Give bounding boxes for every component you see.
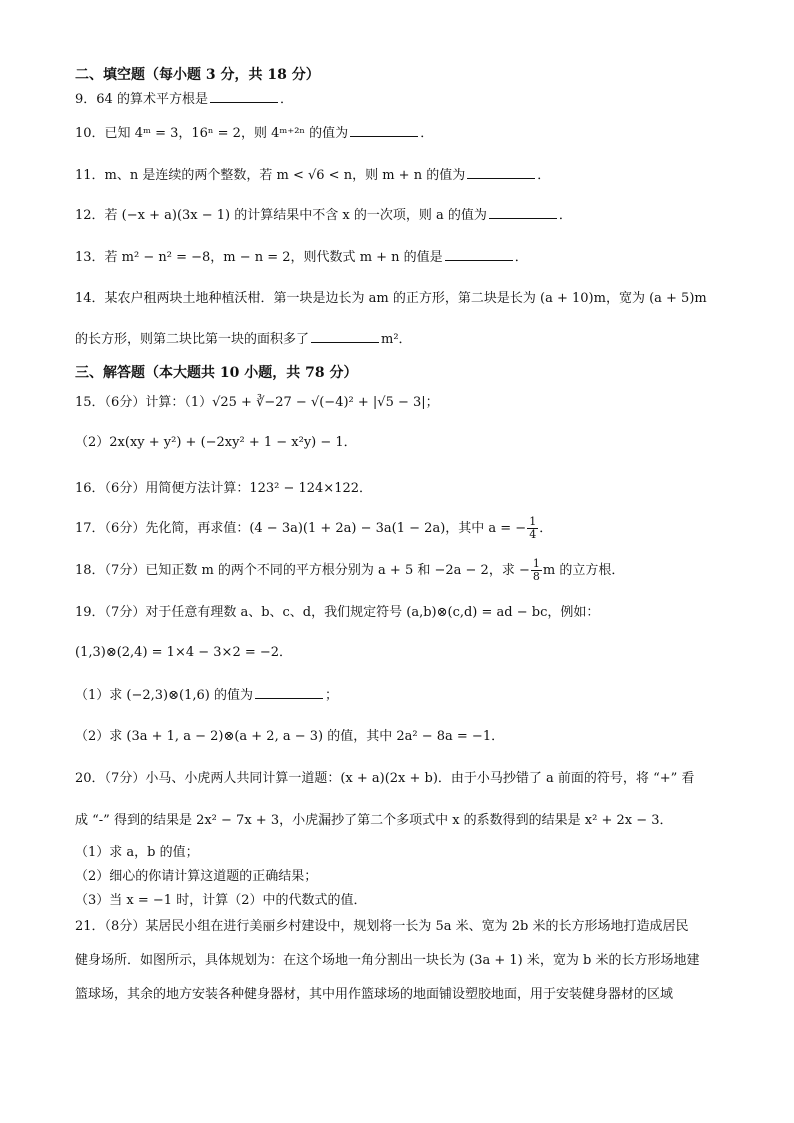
answer-blank <box>311 330 379 343</box>
question-12 <box>75 206 572 225</box>
q11-end: ． <box>537 168 551 183</box>
q12-end: ． <box>558 208 572 223</box>
fraction-numerator: 1 <box>532 557 540 570</box>
answer-blank <box>489 206 557 219</box>
fraction-denominator: 8 <box>532 570 540 584</box>
q10-end: ． <box>420 126 434 141</box>
question-20-line-1: 20．（7分）小马、小虎两人共同计算一道题：(x + a)(2x + b)．由于小马抄错了 a 前面的符号，将 “+” 看 <box>75 771 695 786</box>
question-15-part-1: 15．（6分）计算：（1）√25 + ∛−27 − √(−4)² + |√5 − 3|； <box>75 395 439 410</box>
answer-blank <box>255 686 323 699</box>
question-15-part-2: （2）2x(xy + y²) + (−2xy² + 1 − x²y) − 1． <box>75 435 357 450</box>
q18-text: 18．（7分）已知正数 m 的两个不同的平方根分别为 a + 5 和 −2a − 2，求 − <box>75 563 530 579</box>
question-19-part-1 <box>75 686 338 705</box>
q10-text: 10．已知 <box>75 126 131 141</box>
q10-text-b: 的值为 <box>309 126 349 141</box>
answer-blank <box>445 248 513 261</box>
q11-text: m、n 是连续的两个整数，若 m < √6 < n，则 m + n 的值为 <box>104 168 466 183</box>
q9-text: 9．64 的算术平方根是 <box>75 92 208 107</box>
q13-end: ． <box>514 250 528 265</box>
q11-num: 11． <box>75 168 105 183</box>
q9-end: ． <box>279 92 293 107</box>
question-20-part-3: （3）当 x = −1 时，计算（2）中的代数式的值． <box>75 893 367 908</box>
answer-blank <box>467 166 535 179</box>
q19-part1-text: （1）求 (−2,3)⊗(1,6) 的值为 <box>75 688 253 703</box>
question-18 <box>75 558 624 583</box>
answer-blank <box>350 124 418 137</box>
question-19-example: (1,3)⊗(2,4) = 1×4 − 3×2 = −2． <box>75 645 293 660</box>
question-20-line-2: 成 “-” 得到的结果是 2x² − 7x + 3，小虎漏抄了第二个多项式中 x 的系数得到的结果是 x² + 2x − 3． <box>75 813 673 828</box>
q17-text: 17．（6分）先化简，再求值：(4 − 3a)(1 + 2a) − 3a(1 − 2a)，其中 a = − <box>75 521 527 537</box>
fraction <box>531 558 542 583</box>
question-16: 16．（6分）用简便方法计算：123² − 124×122． <box>75 481 373 496</box>
question-13 <box>75 248 528 267</box>
fraction-denominator: 4 <box>529 528 537 542</box>
question-20-part-2: （2）细心的你请计算这道题的正确结果； <box>75 869 318 884</box>
question-20-part-1: （1）求 a，b 的值； <box>75 845 199 860</box>
question-21-line-3: 篮球场，其余的地方安装各种健身器材，其中用作篮球场的地面铺设塑胶地面，用于安装健身器材的区域 <box>75 987 674 1002</box>
q14-unit: m²． <box>381 332 412 347</box>
question-17 <box>75 516 552 541</box>
q14-text: 的长方形，则第二块比第一块的面积多了 <box>75 332 310 347</box>
question-9 <box>75 90 293 109</box>
question-19-part-2: （2）求 (3a + 1, a − 2)⊗(a + 2, a − 3) 的值，其中 2a² − 8a = −1． <box>75 729 505 744</box>
question-21-line-1: 21．（8分）某居民小组在进行美丽乡村建设中，规划将一长为 5a 米、宽为 2b 米的长方形场地打造成居民 <box>75 919 689 934</box>
q18-end: m 的立方根． <box>542 563 625 579</box>
q10-expr: 4ᵐ = 3，16ⁿ = 2，则 4ᵐ⁺²ⁿ <box>134 126 306 141</box>
fraction <box>527 516 538 541</box>
question-10 <box>75 124 433 143</box>
answer-blank <box>210 90 278 103</box>
section-2-title: 二、填空题（每小题 3 分，共 18 分） <box>75 67 320 83</box>
q19-part1-end: ； <box>324 688 338 703</box>
question-14-line-2 <box>75 330 412 349</box>
q17-end: ． <box>539 521 553 537</box>
section-3-title: 三、解答题（本大题共 10 小题，共 78 分） <box>75 365 358 381</box>
q12-text: 12．若 (−x + a)(3x − 1) 的计算结果中不含 x 的一次项，则 a 的值为 <box>75 208 487 223</box>
question-19-line-1: 19．（7分）对于任意有理数 a、b、c、d，我们规定符号 (a,b)⊗(c,d) = ad − bc，例如： <box>75 605 600 620</box>
fraction-numerator: 1 <box>529 515 537 528</box>
question-21-line-2: 健身场所．如图所示，具体规划为：在这个场地一角分割出一块长为 (3a + 1) 米，宽为 b 米的长方形场地建 <box>75 953 700 968</box>
q13-text: 13．若 m² − n² = −8，m − n = 2，则代数式 m + n 的值是 <box>75 250 443 265</box>
question-14-line-1: 14．某农户租两块土地种植沃柑．第一块是边长为 am 的正方形，第二块是长为 (a + 10)m，宽为 (a + 5)m <box>75 291 707 306</box>
question-11 <box>75 166 550 185</box>
